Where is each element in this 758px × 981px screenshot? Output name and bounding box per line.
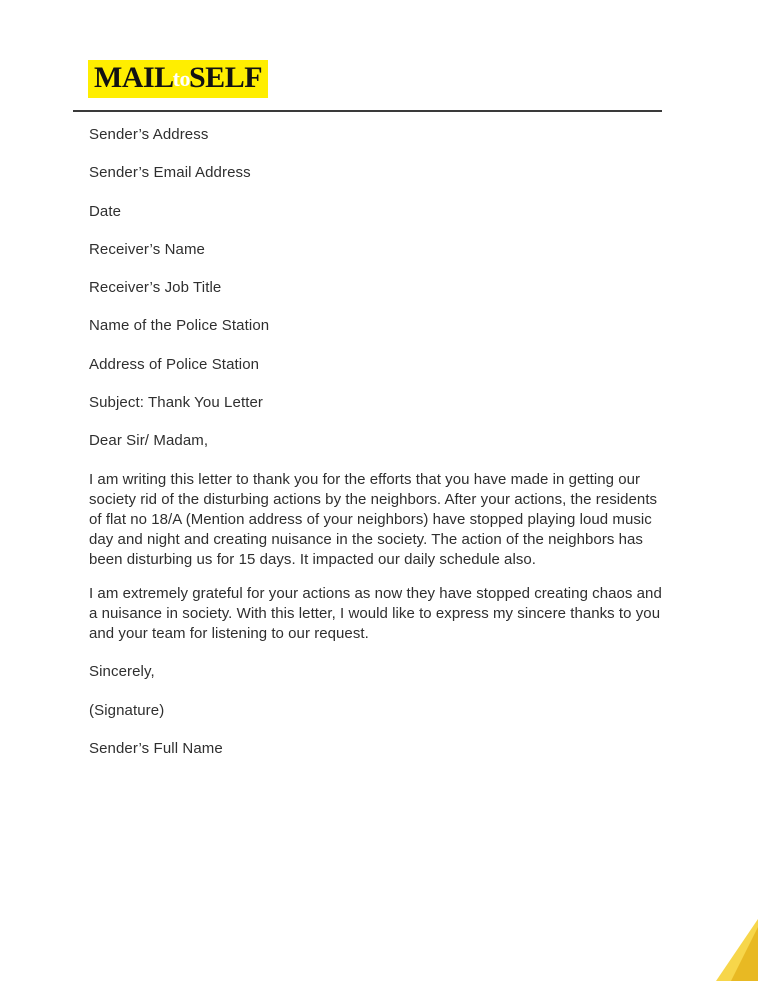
letter-paragraph-1: I am writing this letter to thank you for the efforts that you have made in getting our society rid of the disturbing actions by the neighbors. After your actions, the residents of flat no 18/A (Mention address of your neighbors) have stopped playing loud music day and night and creating nuisance in the society. The action of the neighbors has been disturbing us for 15 days. It impacted our daily schedule also. [89,471,658,569]
corner-triangle-decoration [698,919,758,981]
logo-text-to: to [172,66,190,91]
logo-text-mail: MAIL [94,61,174,94]
letter-body [89,126,669,778]
letter-field-receivers-name: Receiver’s Name [89,240,205,258]
logo-text-self: SELF [189,61,263,94]
letter-subject-line: Subject: Thank You Letter [89,393,264,411]
letter-salutation: Dear Sir/ Madam, [89,432,209,449]
letter-field-receivers-job-title: Receiver’s Job Title [89,279,222,296]
letter-field-senders-address: Sender’s Address [89,126,209,143]
letter-signature-placeholder: (Signature) [89,701,165,719]
letter-field-police-station-name: Name of the Police Station [89,317,270,335]
letter-field-police-station-address: Address of Police Station [89,355,260,373]
letter-paragraph-2: I am extremely grateful for your actions as now they have stopped creating chaos and a nuisance in society. With this letter, I would like to express my sincere thanks to you and your team for listening to our request. [89,585,662,643]
letter-closing-sincerely: Sincerely, [89,663,155,681]
letter-senders-full-name: Sender’s Full Name [89,739,223,757]
letter-field-date: Date [89,202,122,220]
site-logo [88,60,268,98]
letter-closing-block [89,663,669,758]
header-divider [73,110,662,112]
logo-text [88,60,268,98]
letter-field-senders-email-address: Sender’s Email Address [89,164,251,182]
